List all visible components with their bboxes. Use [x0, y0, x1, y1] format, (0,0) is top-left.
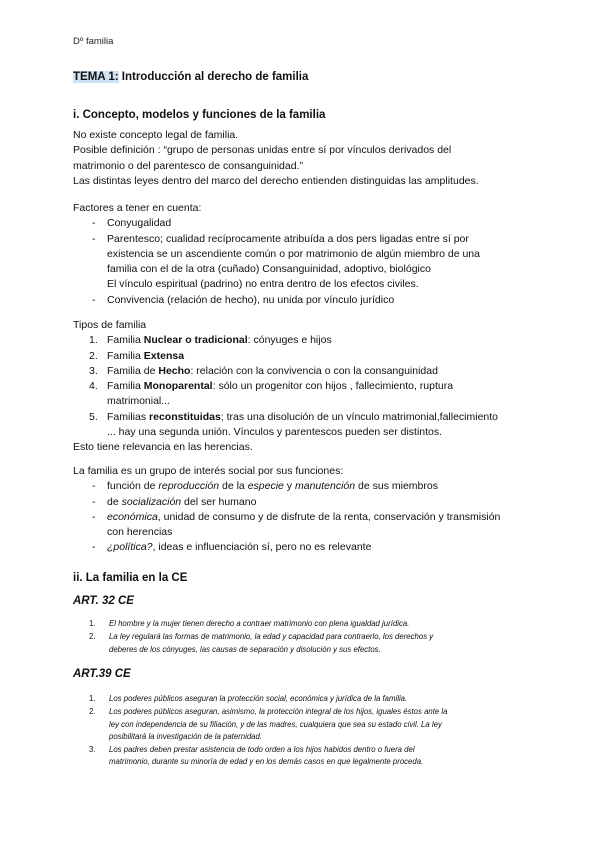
list-item	[73, 333, 498, 348]
intro-paragraph	[73, 128, 479, 189]
article-line: Los poderes públicos aseguran, asimismo, la protección integral de los hijos, iguales éstos ante la	[109, 707, 448, 717]
article-line: matrimonio, durante su minoría de edad y en los demás casos en que legalmente proceda.	[109, 757, 424, 767]
list-number: 3.	[89, 364, 98, 377]
text: y	[283, 480, 295, 493]
topic-label: TEMA 1:	[73, 71, 119, 83]
article-line: El hombre y la mujer tienen derecho a contraer matrimonio con plena igualdad jurídica.	[109, 619, 410, 628]
functions-title: La familia es un grupo de interés social por sus funciones:	[73, 465, 344, 477]
family-types-block	[73, 318, 498, 456]
list-item	[73, 540, 500, 555]
text: Familia de	[107, 364, 159, 377]
list-item	[73, 495, 500, 510]
bold-term: Monoparental	[143, 380, 213, 393]
italic-term: socialización	[121, 495, 182, 508]
text: Familia	[107, 334, 144, 347]
list-item	[73, 510, 500, 541]
bold-term: Nuclear o tradicional	[143, 334, 248, 347]
list-number: 2.	[89, 632, 96, 642]
text: de sus miembros	[355, 480, 438, 493]
list-item-continuation: con herencias	[107, 526, 173, 539]
list-item	[73, 293, 480, 308]
italic-term: económica	[107, 510, 158, 523]
text: : sólo un progenitor con hijos , fallecimiento, ruptura	[212, 380, 454, 393]
article-item	[73, 618, 433, 630]
text: Familia	[107, 349, 144, 362]
article-line: La ley regulará las formas de matrimonio, la edad y capacidad para contraerlo, los derechos y	[109, 632, 434, 642]
section-2-heading: ii. La familia en la CE	[73, 572, 188, 584]
list-item-line: - Conyugalidad	[107, 217, 172, 230]
article-item	[73, 706, 448, 743]
factors-block	[73, 201, 480, 308]
factors-title: Factores a tener en cuenta:	[73, 202, 202, 214]
text: del ser humano	[181, 495, 257, 508]
bold-term: Hecho	[158, 364, 191, 377]
list-item	[73, 379, 498, 410]
text: , ideas e influenciación sí, pero no es relevante	[152, 541, 372, 554]
intro-line: Posible definición : “grupo de personas unidas entre sí por vínculos derivados del	[73, 144, 452, 157]
list-item	[73, 479, 500, 494]
article-32-list	[73, 618, 433, 657]
article-39-title: ART.39 CE	[73, 668, 131, 680]
list-item-line: El vínculo espiritual (padrino) no entra dentro de los efectos civiles.	[107, 278, 419, 291]
text: Familias	[107, 410, 150, 423]
list-item	[73, 232, 480, 293]
text: ; tras una disolución de un vínculo matrimonial,fallecimiento	[220, 410, 499, 423]
article-line: Los poderes públicos aseguran la protección social, económica y jurídica de la familia.	[109, 694, 408, 703]
text: función de	[107, 480, 159, 493]
list-number: 4.	[89, 380, 98, 393]
bold-term: Extensa	[143, 349, 185, 362]
list-item-line: - Parentesco; cualidad recíprocamente atribuída a dos pers ligadas entre sí por	[107, 232, 469, 245]
list-number: 1.	[89, 334, 98, 347]
text: de	[107, 495, 122, 508]
list-item	[73, 364, 498, 379]
intro-line: matrimonio o del parentesco de consanguinidad.”	[73, 159, 303, 172]
family-types-title: Tipos de familia	[73, 319, 147, 331]
section-1-heading: i. Concepto, modelos y funciones de la familia	[73, 109, 326, 121]
text: : relación con la convivencia o con la consanguinidad	[190, 364, 438, 377]
article-line: posibilitará la investigación de la paternidad.	[109, 731, 263, 741]
functions-list	[73, 479, 500, 555]
topic-title	[73, 71, 308, 83]
list-item	[73, 349, 498, 364]
intro-line: No existe concepto legal de familia.	[73, 129, 239, 141]
list-item-line: existencia se un ascendiente común o por matrimonio de algún miembro de una	[107, 247, 480, 260]
topic-title-text: Introducción al derecho de familia	[121, 71, 309, 83]
italic-term: especie	[247, 480, 284, 493]
article-item	[73, 693, 448, 705]
list-item-line: - Convivencia (relación de hecho), nu unida por vínculo jurídico	[107, 293, 395, 306]
list-number: 1.	[89, 694, 96, 703]
list-number: 2.	[89, 707, 96, 717]
text: , unidad de consumo y de disfrute de la renta, conservación y transmisión	[157, 510, 501, 523]
article-item	[73, 744, 448, 769]
bold-term: reconstituidas	[149, 410, 221, 423]
list-item	[73, 216, 480, 231]
list-item-continuation: matrimonial...	[107, 395, 171, 408]
text: : cónyuges e hijos	[247, 334, 332, 347]
italic-term: manutención	[294, 480, 356, 493]
italic-term: ¿política?	[107, 541, 153, 554]
article-line: Los padres deben prestar asistencia de todo orden a los hijos habidos dentro o fuera del	[109, 745, 415, 755]
factors-list	[73, 216, 480, 308]
family-types-list	[73, 333, 498, 440]
list-number: 3.	[89, 745, 96, 755]
text: Familia	[107, 380, 144, 393]
list-item-continuation: ... hay una segunda unión. Vínculos y parentescos pueden ser distintos.	[107, 426, 443, 439]
article-line: deberes de los cónyuges, las causas de separación y disolución y sus efectos.	[109, 644, 381, 654]
intro-line: Las distintas leyes dentro del marco del derecho entienden distinguidas las amplitudes.	[73, 174, 479, 187]
italic-term: reproducción	[158, 480, 220, 493]
relevance-note: Esto tiene relevancia en las herencias.	[73, 441, 253, 454]
article-item	[73, 631, 433, 656]
functions-block	[73, 464, 500, 556]
page-header: Dº familia	[73, 36, 114, 47]
list-item-line: familia con el de la otra (cuñado) Consanguinidad, adoptivo, biológico	[107, 263, 431, 276]
article-39-list	[73, 693, 448, 770]
list-item	[73, 410, 498, 441]
list-number: 1.	[89, 619, 96, 628]
list-number: 5.	[89, 410, 98, 423]
text: de la	[219, 480, 248, 493]
article-32-title: ART. 32 CE	[73, 595, 134, 607]
list-number: 2.	[89, 349, 98, 362]
article-line: ley con independencia de su filiación, y de las madres, cualquiera que sea su estado civil. La ley	[109, 719, 442, 729]
